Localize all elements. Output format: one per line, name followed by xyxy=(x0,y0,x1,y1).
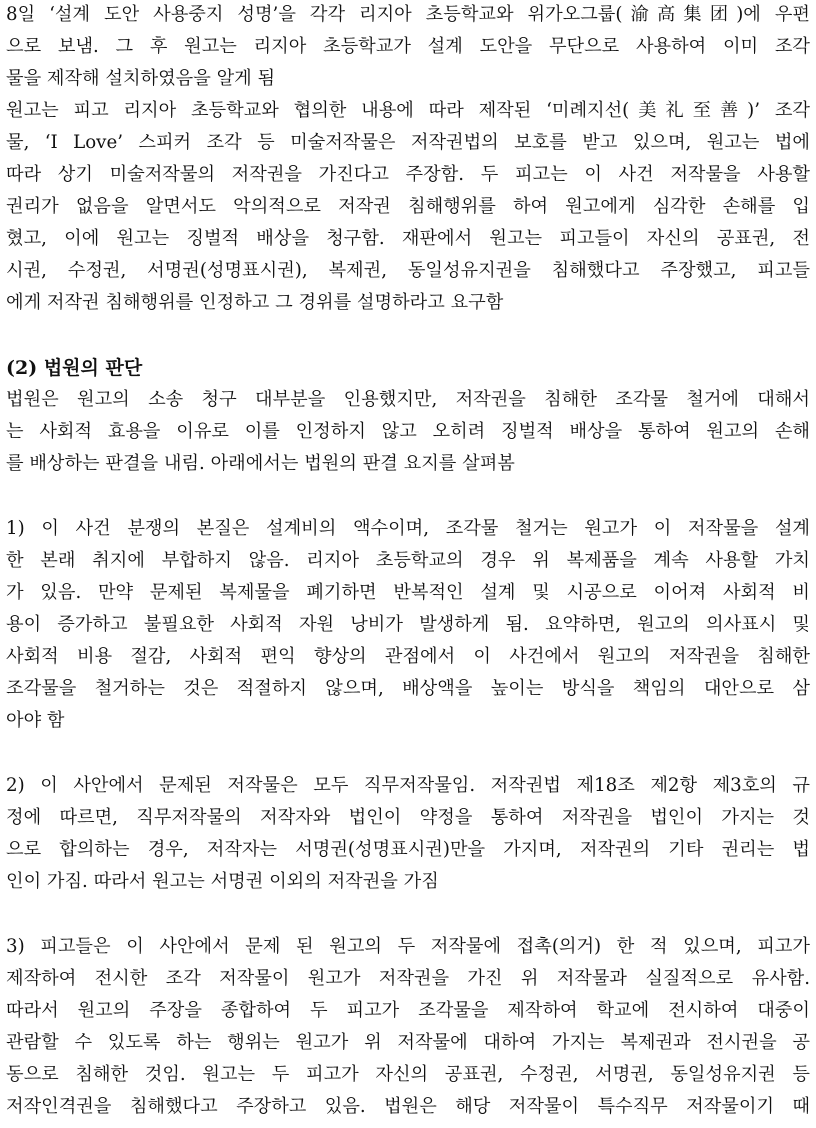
text-line: 물, ‘I Love’ 스피커 조각 등 미술저작물은 저작권법의 보호를 받고 있으며, 원고는 법에 xyxy=(6,132,810,153)
text-line: 사회적 비용 절감, 사회적 편익 향상의 관점에서 이 사건에서 원고의 저작권을 침해한 xyxy=(6,646,810,667)
text-line: 법원은 원고의 소송 청구 대부분을 인용했지만, 저작권을 침해한 조각물 철거에 대해서 xyxy=(6,389,810,410)
text-line: 2) 이 사안에서 문제된 저작물은 모두 직무저작물임. 저작권법 제18조 제2항 제3호의 규 xyxy=(6,775,810,796)
text-line: 인이 가짐. 따라서 원고는 서명권 이외의 저작권을 가짐 xyxy=(6,871,439,892)
text-line: 으로 보냄. 그 후 원고는 리지아 초등학교가 설계 도안을 무단으로 사용하여 이미 조각 xyxy=(6,36,810,57)
text-line: 동으로 침해한 것임. 원고는 두 피고가 자신의 공표권, 수정권, 서명권, 동일성유지권 등 xyxy=(6,1064,810,1085)
text-line: 정에 따르면, 직무저작물의 저작자와 법인이 약정을 통하여 저작권을 법인이 가지는 것 xyxy=(6,807,810,828)
text-line: 조각물을 철거하는 것은 적절하지 않으며, 배상액을 높이는 방식을 책임의 대안으로 삼 xyxy=(6,678,810,699)
text-line: 는 사회적 효용을 이유로 이를 인정하지 않고 오히려 징벌적 배상을 통하여 원고의 손해 xyxy=(6,421,810,442)
text-line: 관람할 수 있도록 하는 행위는 원고가 위 저작물에 대하여 가지는 복제권과 전시권을 공 xyxy=(6,1032,810,1053)
text-line: 권리가 없음을 알면서도 악의적으로 저작권 침해행위를 하여 원고에게 심각한 손해를 입 xyxy=(6,196,810,217)
text-line: 물을 제작해 설치하였음을 알게 됨 xyxy=(6,68,276,89)
text-line: 용이 증가하고 불필요한 사회적 자원 낭비가 발생하게 됨. 요약하면, 원고의 의사표시 및 xyxy=(6,614,810,635)
text-line: 8일 ‘설계 도안 사용중지 성명’을 각각 리지아 초등학교와 위가오그룹(渝高集团)에 우편 xyxy=(6,4,810,25)
text-line: 1) 이 사건 분쟁의 본질은 설계비의 액수이며, 조각물 철거는 원고가 이 저작물을 설계 xyxy=(6,518,810,539)
text-line: 으로 합의하는 경우, 저작자는 서명권(성명표시권)만을 가지며, 저작권의 기타 권리는 법 xyxy=(6,839,810,860)
text-line: 제작하여 전시한 조각 저작물이 원고가 저작권을 가진 위 저작물과 실질적으로 유사함. xyxy=(6,968,810,989)
text-line: 저작인격권을 침해했다고 주장하고 있음. 법원은 해당 저작물이 특수직무 저작물이기 때 xyxy=(6,1096,810,1117)
text-line: 아야 함 xyxy=(6,710,65,731)
text-line: 에게 저작권 침해행위를 인정하고 그 경위를 설명하라고 요구함 xyxy=(6,292,504,313)
text-line: 가 있음. 만약 문제된 복제물을 폐기하면 반복적인 설계 및 시공으로 이어져 사회적 비 xyxy=(6,582,810,603)
section-heading: (2) 법원의 판단 xyxy=(6,357,143,379)
text-line: 따라서 원고의 주장을 종합하여 두 피고가 조각물을 제작하여 학교에 전시하여 대중이 xyxy=(6,1000,810,1021)
text-line: 원고는 피고 리지아 초등학교와 협의한 내용에 따라 제작된 ‘미례지선(美礼至善)’ 조각 xyxy=(6,100,810,121)
text-line: 시권, 수정권, 서명권(성명표시권), 복제권, 동일성유지권을 침해했다고 주장했고, 피고들 xyxy=(6,260,810,281)
text-line: 를 배상하는 판결을 내림. 아래에서는 법원의 판결 요지를 살펴봄 xyxy=(6,453,515,474)
text-line: 혔고, 이에 원고는 징벌적 배상을 청구함. 재판에서 원고는 피고들이 자신의 공표권, 전 xyxy=(6,228,810,249)
text-line: 따라 상기 미술저작물의 저작권을 가진다고 주장함. 두 피고는 이 사건 저작물을 사용할 xyxy=(6,164,810,185)
text-line: 한 본래 취지에 부합하지 않음. 리지아 초등학교의 경우 위 복제품을 계속 사용할 가치 xyxy=(6,550,810,571)
text-line: 3) 피고들은 이 사안에서 문제 된 원고의 두 저작물에 접촉(의거) 한 적 있으며, 피고가 xyxy=(6,936,810,957)
